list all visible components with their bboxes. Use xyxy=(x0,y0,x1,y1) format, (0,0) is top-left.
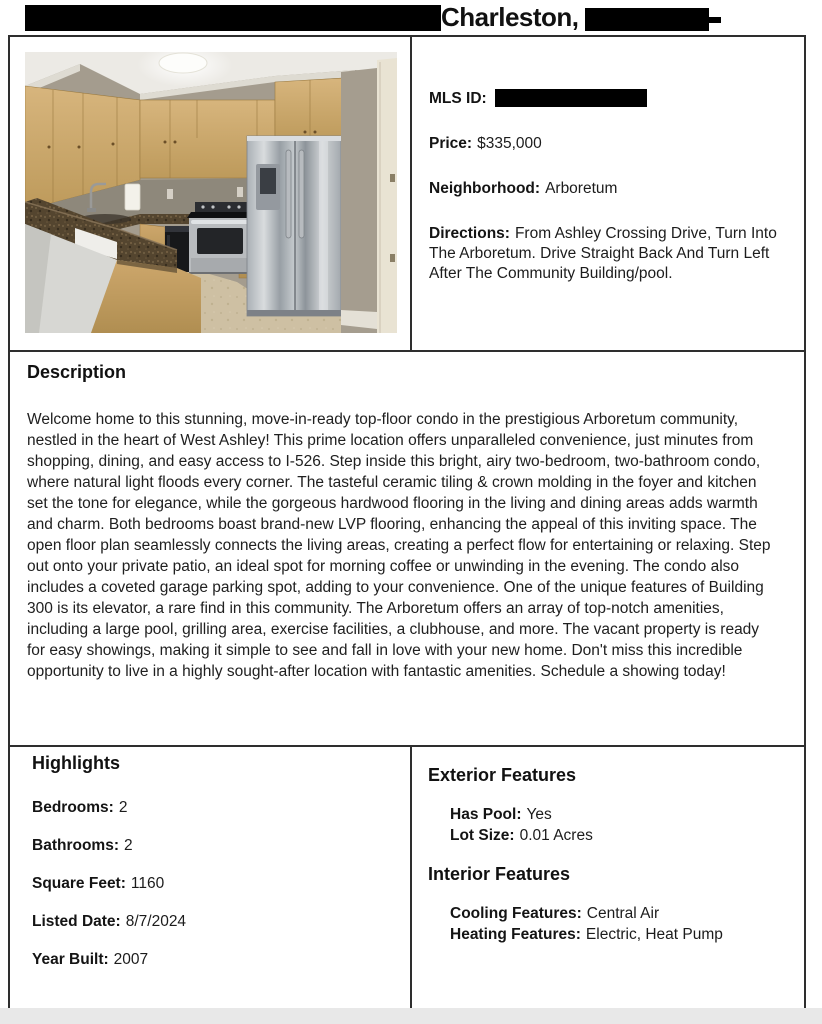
price-value: $335,000 xyxy=(477,135,542,152)
highlight-row-bathrooms: Bathrooms: 2 xyxy=(32,837,133,854)
divider-horizontal-2 xyxy=(10,745,804,747)
page-header xyxy=(0,0,822,34)
features-section xyxy=(428,765,788,963)
directions-value: From Ashley Crossing Drive, Turn Into The Arboretum. Drive Straight Back And Turn Left After The Community Building/pool. xyxy=(429,225,777,282)
neighborhood-value: Arboretum xyxy=(545,180,618,197)
divider-vertical-bottom xyxy=(410,747,412,1008)
feature-row-lot-size: Lot Size: 0.01 Acres xyxy=(450,827,593,844)
exterior-features-list xyxy=(450,804,788,846)
right-wall-and-door xyxy=(341,58,397,333)
divider-vertical-top xyxy=(410,37,412,350)
redaction-mark xyxy=(707,17,721,23)
price-label: Price: xyxy=(429,135,473,152)
neighborhood-label: Neighborhood: xyxy=(429,180,541,197)
directions-label: Directions: xyxy=(429,225,510,242)
redaction-bar xyxy=(585,8,709,31)
feature-row-has-pool: Has Pool: Yes xyxy=(450,806,552,823)
exterior-features-heading: Exterior Features xyxy=(428,765,577,785)
redaction-bar xyxy=(25,5,441,31)
listing-document xyxy=(8,35,806,1010)
description-body: Welcome home to this stunning, move-in-ready top-floor condo in the prestigious Arboretum community, nestled in the heart of West Ashley! This prime location offers unparalleled convenience, just minutes from shopping, dining, and easy access to I-526. Step inside this bright, airy two-bedroom, two-bathroom condo, where natural light floods every corner. The tasteful ceramic tiling & crown molding in the foyer and kitchen set the tone for elegance, while the gorgeous hardwood flooring in the living and dining areas adds warmth and charm. Both bedrooms boast brand-new LVP flooring, enhancing the appeal of this inviting space. The open floor plan seamlessly connects the living areas, creating a perfect flow for entertaining or relaxing. Step out onto your private patio, an ideal spot for morning coffee or unwinding in the evening. The condo also includes a coveted garage parking spot, adding to your convenience. One of the unique features of Building 300 is its elevator, a rare find in this community. The Arboretum offers an array of top-notch amenities, including a large pool, grilling area, exercise facilities, a clubhouse, and more. The vacant property is ready for easy showings, making it simple to see and fall in love with your new home. Don't miss this incredible opportunity to live in a highly sought-after location with fantastic amenities. Schedule a showing today! xyxy=(27,411,771,680)
highlight-row-year-built: Year Built: 2007 xyxy=(32,951,149,968)
property-details xyxy=(429,89,791,284)
interior-features-list xyxy=(450,903,788,945)
feature-row-heating: Heating Features: Electric, Heat Pump xyxy=(450,926,723,943)
redaction-bar xyxy=(495,89,647,107)
highlight-row-square-feet: Square Feet: 1160 xyxy=(32,875,165,892)
highlights-heading: Highlights xyxy=(32,753,120,773)
highlight-row-listed-date: Listed Date: 8/7/2024 xyxy=(32,913,187,930)
kitchen-photo xyxy=(25,52,397,333)
refrigerator xyxy=(247,136,341,316)
description-heading: Description xyxy=(27,362,127,382)
page-footer-strip xyxy=(0,1008,822,1024)
divider-horizontal-1 xyxy=(10,350,804,352)
feature-row-cooling: Cooling Features: Central Air xyxy=(450,905,660,922)
directions-row xyxy=(429,224,791,284)
neighborhood-row xyxy=(429,179,791,199)
price-row xyxy=(429,134,791,154)
mls-row xyxy=(429,89,791,109)
page-title: Charleston, xyxy=(441,2,579,32)
highlight-row-bedrooms: Bedrooms: 2 xyxy=(32,799,128,816)
highlights-section xyxy=(32,753,392,988)
description-section xyxy=(27,362,787,682)
interior-features-heading: Interior Features xyxy=(428,864,571,884)
stove-range xyxy=(187,202,255,274)
mls-label: MLS ID: xyxy=(429,90,487,107)
